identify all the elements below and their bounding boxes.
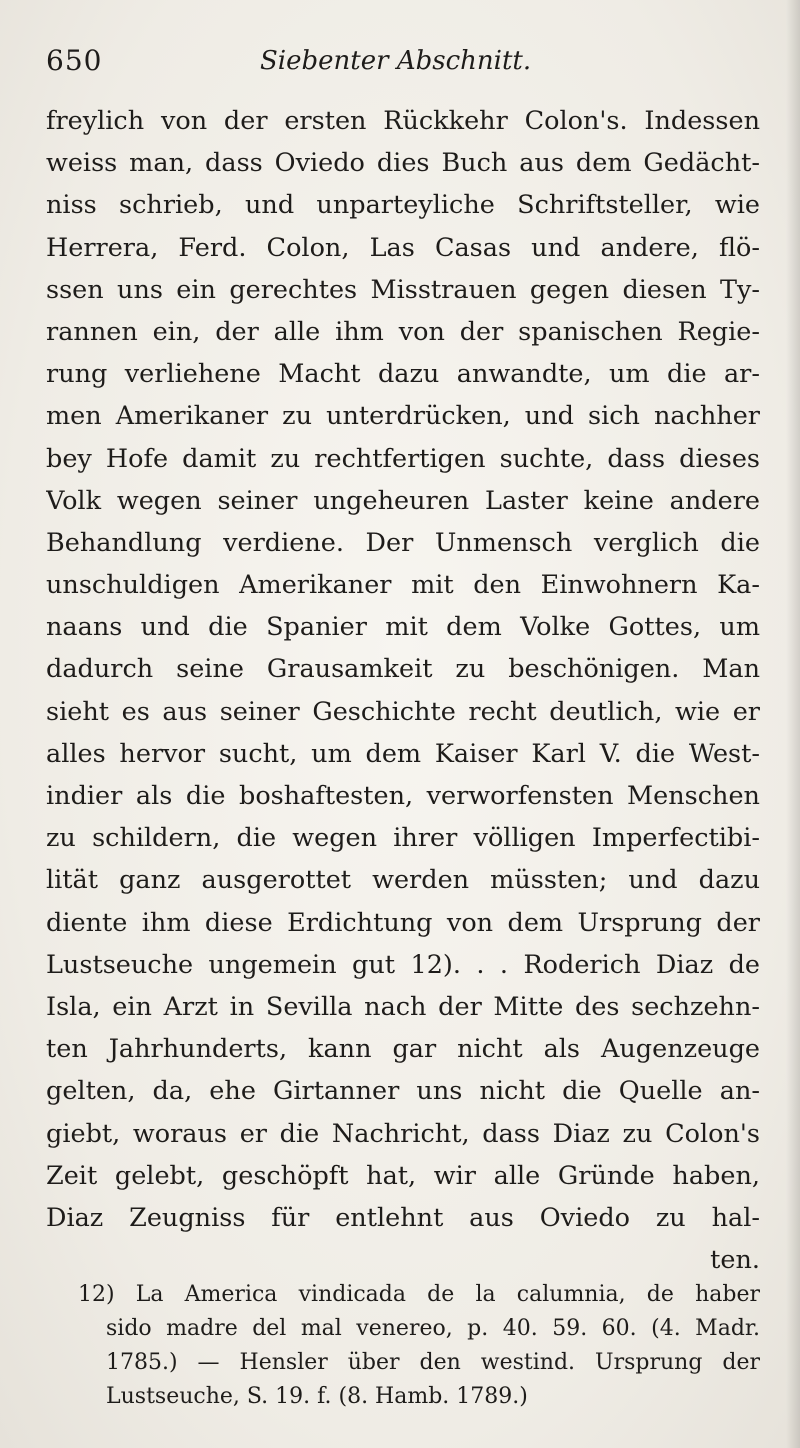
text-line: Volk wegen seiner ungeheuren Laster keine andere: [46, 485, 760, 516]
text-line: alles hervor sucht, um dem Kaiser Karl V. die West-: [46, 738, 760, 769]
text-line: unschuldigen Amerikaner mit den Einwohnern Ka-: [46, 570, 760, 601]
text-line: Zeit gelebt, geschöpft hat, wir alle Gründe haben,: [46, 1160, 760, 1191]
text-line: men Amerikaner zu unterdrücken, und sich nachher: [46, 401, 760, 432]
text-line: Herrera, Ferd. Colon, Las Casas und andere, flö-: [46, 232, 760, 263]
text-line: weiss man, dass Oviedo dies Buch aus dem Gedächt-: [46, 148, 760, 179]
text-line: rannen ein, der alle ihm von der spanischen Regie-: [46, 316, 760, 347]
running-head: Siebenter Abschnitt.: [260, 46, 532, 76]
text-line: gelten, da, ehe Girtanner uns nicht die Quelle an-: [46, 1076, 760, 1107]
text-line: ssen uns ein gerechtes Misstrauen gegen diesen Ty-: [46, 274, 760, 305]
text-line: bey Hofe damit zu rechtfertigen suchte, dass dieses: [46, 443, 760, 474]
footnotes: [48, 1278, 760, 1414]
text-line: indier als die boshaftesten, verworfensten Menschen: [46, 781, 760, 811]
footnote-line: 1785.) — Hensler über den westind. Ursprung der: [106, 1350, 760, 1375]
page-header: [46, 40, 760, 90]
text-line: Diaz Zeugniss für entlehnt aus Oviedo zu hal-: [46, 1202, 760, 1233]
text-line: Behandlung verdiene. Der Unmensch verglich die: [46, 527, 760, 558]
text-line: lität ganz ausgerottet werden müssten; und dazu: [46, 865, 760, 896]
page-edge-shadow: [786, 0, 800, 1448]
footnote-line: 12) La America vindicada de la calumnia, de haber: [78, 1282, 760, 1307]
page-number: 650: [46, 44, 103, 77]
text-line: dadurch seine Grausamkeit zu beschönigen. Man: [46, 654, 760, 685]
body-text: [46, 100, 760, 1281]
text-line: zu schildern, die wegen ihrer völligen Imperfectibi-: [46, 823, 760, 854]
text-line: freylich von der ersten Rückkehr Colon's. Indessen: [46, 106, 760, 136]
footnote-line: Lustseuche, S. 19. f. (8. Hamb. 1789.): [106, 1384, 528, 1409]
text-line: sieht es aus seiner Geschichte recht deutlich, wie er: [46, 696, 760, 727]
text-line-last: ten.: [710, 1245, 760, 1276]
text-line: niss schrieb, und unparteyliche Schriftsteller, wie: [46, 190, 760, 221]
text-line: Isla, ein Arzt in Sevilla nach der Mitte des sechzehn-: [46, 991, 760, 1022]
text-line: Lustseuche ungemein gut 12). . . Roderich Diaz de: [46, 949, 760, 980]
footnote-line: sido madre del mal venereo, p. 40. 59. 60. (4. Madr.: [106, 1316, 760, 1341]
text-line: ten Jahrhunderts, kann gar nicht als Augenzeuge: [46, 1034, 760, 1065]
text-line: giebt, woraus er die Nachricht, dass Diaz zu Colon's: [46, 1118, 760, 1149]
text-line: rung verliehene Macht dazu anwandte, um die ar-: [46, 359, 760, 390]
text-line: diente ihm diese Erdichtung von dem Ursprung der: [46, 907, 760, 938]
text-line: naans und die Spanier mit dem Volke Gottes, um: [46, 612, 760, 643]
